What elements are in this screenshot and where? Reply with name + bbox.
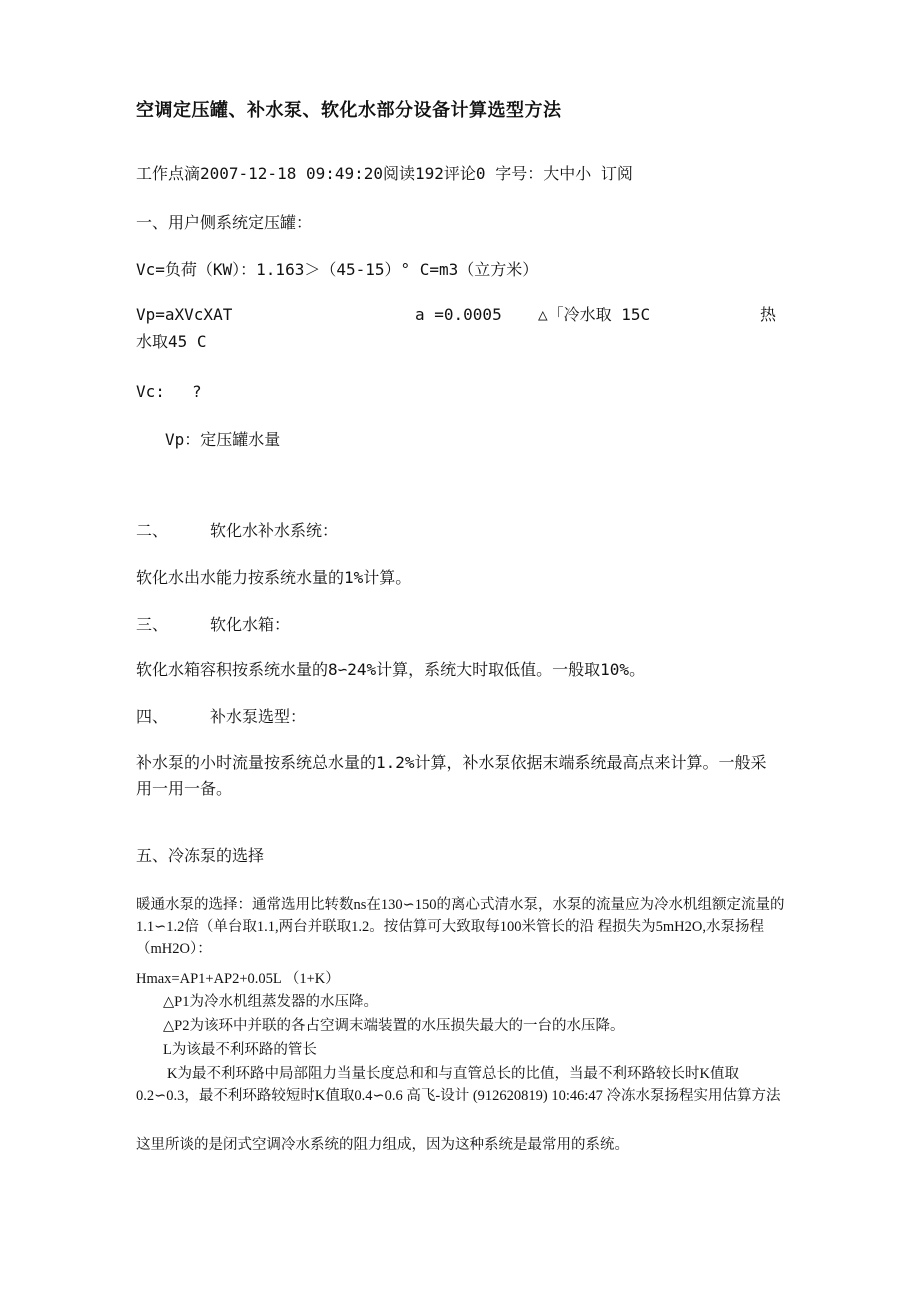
k-description: K为最不利环路中局部阻力当量长度总和和与直管总长的比值，当最不利环路较长时K值取0.2∽0.3，最不利环路较短时K值取0.4∽0.6 高飞-设计 (912620819) 10:46:47 冷冻水泵扬程实用估算方法: [136, 1066, 781, 1104]
head-formula: Hmax=AP1+AP2+0.05L （1+K）: [136, 971, 340, 987]
section-4-number: 四、: [136, 707, 169, 726]
section-3-heading: 软化水箱：: [210, 615, 291, 634]
l-description: L为该最不利环路的管长: [163, 1042, 317, 1058]
section-5-heading: 五、冷冻泵的选择: [136, 846, 265, 865]
hot-water-prefix: 热: [760, 305, 777, 324]
vc-formula: Vc=负荷（KW）：1.163＞（45-15）° C=m3（立方米）: [136, 260, 539, 279]
section-3-number: 三、: [136, 615, 169, 634]
vc-label: Vc:: [136, 382, 165, 401]
vp-formula: Vp=aXVcXAT: [136, 305, 233, 324]
section-2-number: 二、: [136, 521, 169, 540]
vp-label: Vp：定压罐水量: [165, 430, 281, 449]
p1-description: △P1为冷水机组蒸发器的水压降。: [163, 994, 378, 1010]
hot-water-value: 水取45 C: [136, 332, 207, 351]
p2-description: △P2为该环中并联的各占空调末端装置的水压损失最大的一台的水压降。: [163, 1018, 625, 1034]
delta-cold-water: △「冷水取 15C: [538, 305, 651, 324]
section-5-intro: 暖通水泵的选择：通常选用比转数ns在130∽150的离心式清水泵，水泵的流量应为冷水机组额定流量的1.1∽1.2倍（单台取1.1,两台并联取1.2。按估算可大致取每100米管长的沿 程损失为5mH2O,水泵扬程（mH2O）：: [136, 897, 785, 957]
vc-value: ?: [192, 382, 202, 401]
section-3-text: 软化水箱容积按系统水量的8∽24%计算，系统大时取低值。一般取10%。: [136, 660, 646, 679]
closing-paragraph: 这里所谈的是闭式空调冷水系统的阻力组成，因为这种系统是最常用的系统。: [136, 1137, 629, 1153]
section-1-heading: 一、用户侧系统定压罐：: [136, 213, 313, 232]
section-2-text: 软化水出水能力按系统水量的1%计算。: [136, 568, 412, 587]
page-title: 空调定压罐、补水泵、软化水部分设备计算选型方法: [136, 100, 562, 121]
meta-line: 工作点滴2007-12-18 09:49:20阅读192评论0 字号：大中小 订阅: [136, 164, 633, 183]
alpha-value: a =0.0005: [415, 305, 502, 324]
section-2-heading: 软化水补水系统：: [210, 521, 339, 540]
section-4-text: 补水泵的小时流量按系统总水量的1.2%计算，补水泵依据末端系统最高点来计算。一般采用一用一备。: [136, 753, 767, 798]
section-4-heading: 补水泵选型：: [210, 707, 307, 726]
